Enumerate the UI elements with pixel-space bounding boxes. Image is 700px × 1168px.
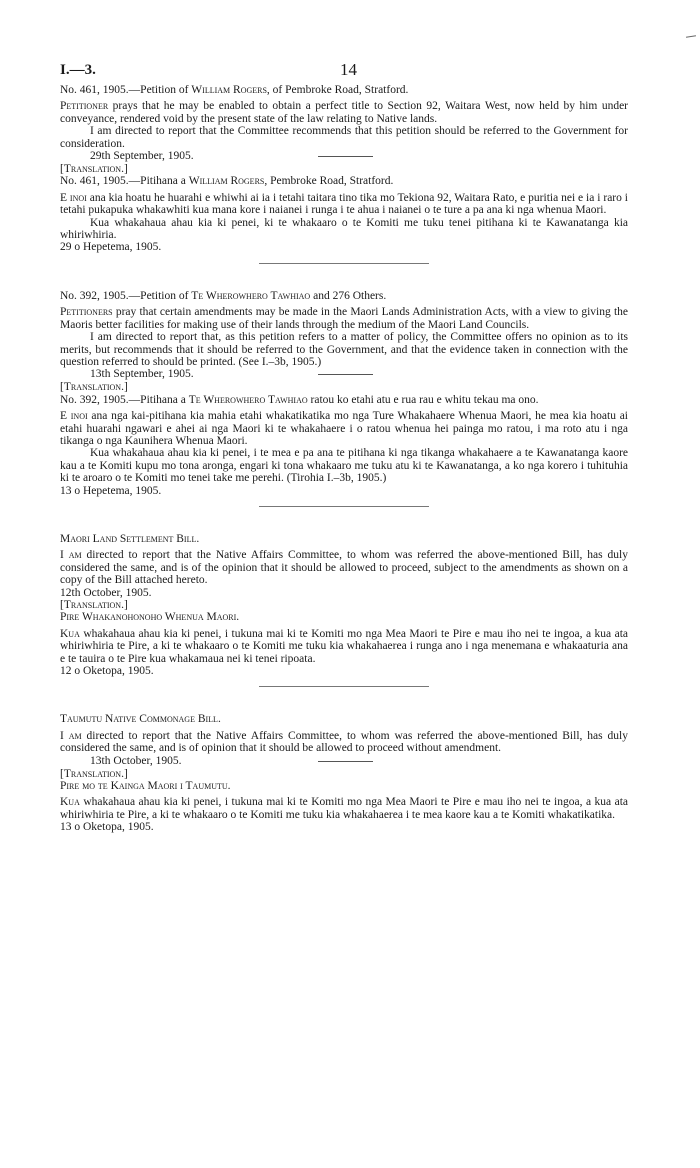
- translation-heading: Pire mo te Kainga Maori i Taumutu.: [60, 780, 231, 793]
- translation-paragraph: Kua whakahaua ahau kia ki penei, i tukuna mai ki te Komiti mo nga Mea Maori te Pire e mau iho nei te ingoa, a kua ata whiriwhiria te Pire, a ki te whakaaro o te Komiti me tuku kia whakahaerea i te mea kaore kau a te Komiti whakatikatika.: [60, 796, 628, 821]
- report-paragraph: I am directed to report that the Native Affairs Committee, to whom was referred the above-mentioned Bill, has duly considered the same, and is of the opinion that it should be allowed to proceed, subject to the amendments as shown on a copy of the Bill attached hereto.: [60, 549, 628, 587]
- paper-reference: I.—3.: [60, 62, 96, 78]
- section-petition-461: [60, 84, 628, 264]
- translation-date: 13 o Hepetema, 1905.: [60, 484, 162, 497]
- translation-heading: No. 461, 1905.—Pitihana a William Rogers, Pembroke Road, Stratford.: [60, 175, 394, 188]
- translation-label: [Translation.]: [60, 381, 128, 394]
- translation-label: [Translation.]: [60, 599, 128, 611]
- petition-paragraph: Petitioner prays that he may be enabled to obtain a perfect title to Section 92, Waitara West, now held by him under conveyance, rendered void by the present state of the law relating to Native lands.: [60, 100, 628, 125]
- section-divider: [259, 263, 429, 264]
- report-paragraph: I am directed to report that the Committee recommends that this petition should be referred to the Government for consideration.: [60, 125, 628, 150]
- date-line: 29th September, 1905.: [60, 150, 628, 163]
- section-heading: Maori Land Settlement Bill.: [60, 532, 200, 545]
- translation-date: 29 o Hepetema, 1905.: [60, 241, 162, 254]
- page-header: [60, 58, 628, 84]
- divider: [318, 374, 373, 375]
- translation-label: [Translation.]: [60, 767, 128, 780]
- section-heading: No. 461, 1905.—Petition of William Rogers, of Pembroke Road, Stratford.: [60, 84, 409, 96]
- translation-paragraph: E inoi ana kia hoatu he huarahi e whiwhi ai ia i tetahi taitara tino tika mo Tekiona 92, Waitara Rato, e puritia nei e ia i raro i tetahi pukapuka whakawhiti kua mana kore i naianei i runga i te ahua i naianei o te ture a pa ana ki nga whenua Maori.: [60, 191, 628, 217]
- divider: [318, 761, 373, 762]
- report-paragraph: I am directed to report that, as this petition refers to a matter of policy, the Committee offers no opinion as to its merits, but recommends that it should be referred to the Government, and that the evidence taken in connection with the question referred to should be printed. (See I.–3b, 1905.): [60, 331, 628, 368]
- petition-paragraph: Petitioners pray that certain amendments may be made in the Maori Lands Administration Acts, with a view to giving the Maoris better facilities for making use of their lands through the medium of the Maori Land Councils.: [60, 306, 628, 331]
- translation-heading: No. 392, 1905.—Pitihana a Te Wherowhero Tawhiao ratou ko etahi atu e rua rau e whitu tekau ma ono.: [60, 393, 539, 406]
- report-paragraph: I am directed to report that the Native Affairs Committee, to whom was referred the above-mentioned Bill, has duly considered the same, and is of opinion that it should be allowed to proceed without amendment.: [60, 729, 628, 755]
- margin-mark: [686, 35, 696, 37]
- translation-paragraph: E inoi ana nga kai-pitihana kia mahia etahi whakatikatika mo nga Ture Whakahaere Whenua Maori, he mea kia hoatu ai etahi huarahi ngawari e ahei ai nga Maori ki te whakahaere i o ratou whenua hei painga mo ratou, i ma roto atu i nga tikanga o nga Kaunihera Whenua Maori.: [60, 410, 628, 447]
- translation-heading: Pire Whakanohonoho Whenua Maori.: [60, 611, 240, 624]
- section-heading: Taumutu Native Commonage Bill.: [60, 713, 221, 726]
- section-heading: No. 392, 1905.—Petition of Te Wherowhero Tawhiao and 276 Others.: [60, 289, 387, 302]
- translation-date: 12 o Oketopa, 1905.: [60, 665, 154, 678]
- section-divider: [259, 506, 429, 507]
- translation-report: Kua whakahaua ahau kia ki penei, ki te whakaaro o te Komiti me tuku tenei pitihana ki te Kawanatanga kia whiriwhiria.: [60, 216, 628, 242]
- date-line: 13th September, 1905.: [60, 368, 628, 381]
- section-divider: [259, 686, 429, 687]
- section-maori-land-settlement-bill: [60, 533, 628, 687]
- section-taumutu-bill: [60, 713, 628, 833]
- divider: [318, 156, 373, 157]
- page-number: 14: [340, 60, 357, 79]
- translation-label: [Translation.]: [60, 163, 128, 176]
- section-petition-392: [60, 290, 628, 507]
- date-line: 12th October, 1905.: [60, 586, 152, 599]
- date-line: 13th October, 1905.: [60, 755, 628, 768]
- translation-report: Kua whakahaua ahau kia ki penei, i te mea e pa ana te pitihana ki nga tikanga whakahaere a te Kawanatanga kaore kau a te Komiti kupu mo tona aronga, engari ki tona whakaaro me tuku atu ki te Kawanatanga, a ko nga korero i tuhituhia ki te aroaro o te Komiti mo tenei take me perehi. (Tirohia I.–3b, 1905.): [60, 447, 628, 485]
- translation-paragraph: Kua whakahaua ahau kia ki penei, i tukuna mai ki te Komiti mo nga Mea Maori te Pire e mau iho nei te ingoa, a kua ata whiriwhiria te Pire, a ki te whakaaro o te Komiti me tuku kia whakahaerea i runga ano i nga menemana e whakaaturia ana e te tauira o te Pire kua whakamaua nei ki tenei ripoata.: [60, 627, 628, 665]
- translation-date: 13 o Oketopa, 1905.: [60, 821, 154, 834]
